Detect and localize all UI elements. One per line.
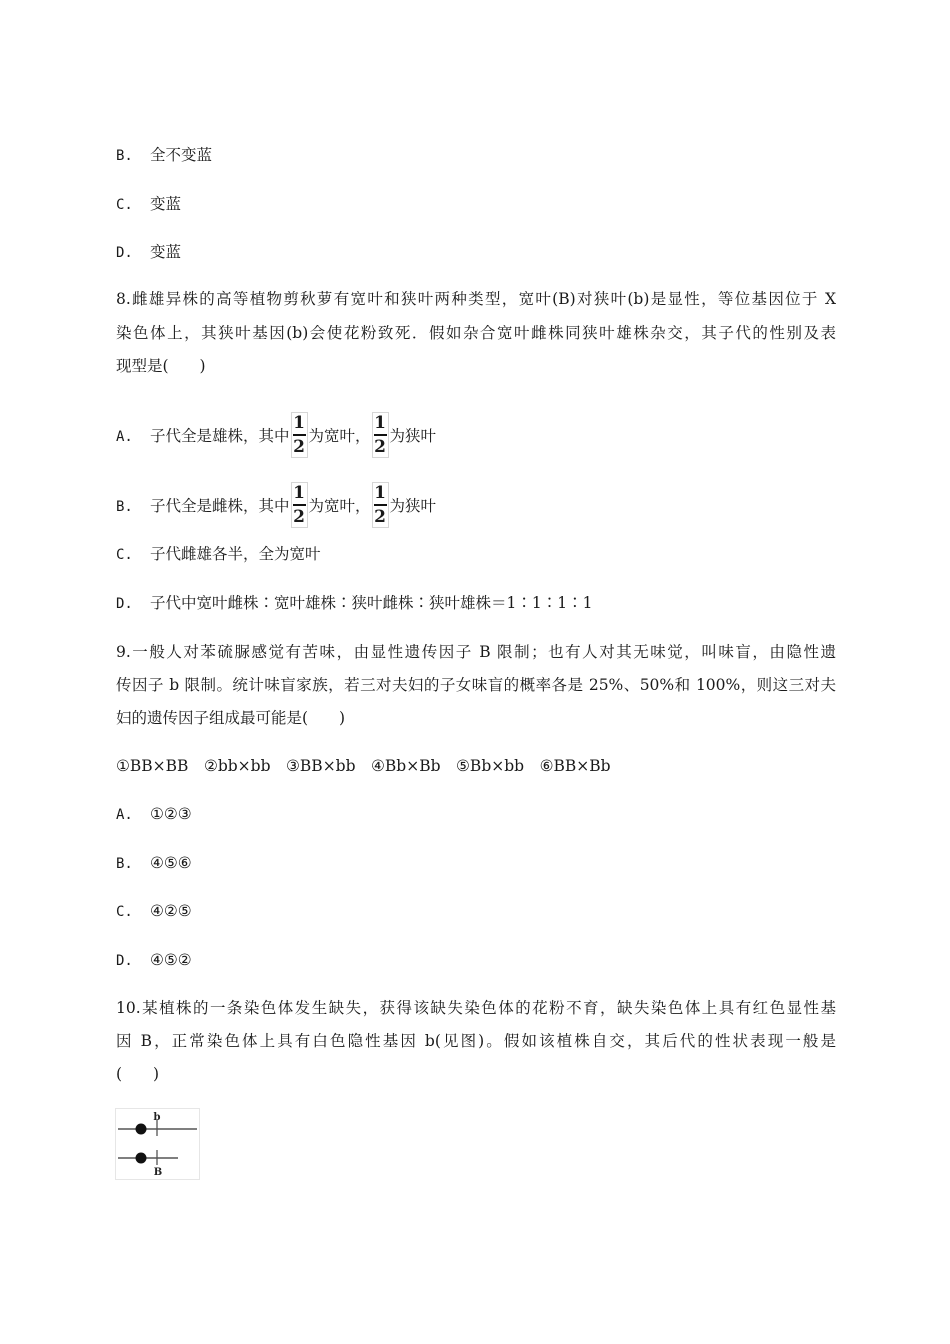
q9-stem-line-2: 传因子 b 限制。统计味盲家族，若三对夫妇的子女味盲的概率各是 25%、50%和 100%，则这三对夫 xyxy=(116,676,836,694)
option-text: ①②③ xyxy=(150,805,192,823)
q8-stem-line-3: 现型是( ) xyxy=(116,357,206,375)
fraction-one-half: $\frac{1}{2}$ xyxy=(291,412,308,458)
q9-stem-line-3: 妇的遗传因子组成最可能是( ) xyxy=(116,709,346,727)
option-letter: C. xyxy=(116,904,133,920)
q7-option-c xyxy=(116,193,836,216)
q9-option-b xyxy=(116,852,836,875)
option-text: ④⑤⑥ xyxy=(150,854,192,872)
fraction-one-half: $\frac{1}{2}$ xyxy=(291,482,308,528)
option-letter: D. xyxy=(116,953,133,969)
option-text-post: 为狭叶 xyxy=(389,427,437,445)
q9-stem-line-1: 9.一般人对苯硫脲感觉有苦味，由显性遗传因子 B 限制；也有人对其无味觉，叫味盲，由隐性遗 xyxy=(116,643,836,661)
option-text-mid: 为宽叶， xyxy=(308,497,371,515)
label-gene-b: b xyxy=(153,1112,161,1123)
q9-option-a xyxy=(116,803,836,826)
option-text-mid: 为宽叶， xyxy=(308,427,371,445)
option-letter: A. xyxy=(116,429,133,445)
option-letter: D. xyxy=(116,245,133,261)
option-text-pre: 子代全是雄株，其中 xyxy=(150,427,290,445)
q8-option-b xyxy=(116,484,836,530)
q9-option-c xyxy=(116,900,836,923)
option-text: 子代中宽叶雌株∶宽叶雄株∶狭叶雌株∶狭叶雄株＝1∶1∶1∶1 xyxy=(150,594,593,612)
option-text-post: 为狭叶 xyxy=(389,497,437,515)
q9-option-d xyxy=(116,949,836,972)
option-letter: B. xyxy=(116,499,133,515)
option-letter: B. xyxy=(116,856,133,872)
q8-stem-line-2: 染色体上，其狭叶基因(b)会使花粉致死．假如杂合宽叶雌株同狭叶雄株杂交，其子代的性别及表 xyxy=(116,324,836,342)
option-text: ④②⑤ xyxy=(150,902,192,920)
fraction-one-half: $\frac{1}{2}$ xyxy=(372,482,389,528)
option-letter: A. xyxy=(116,807,133,823)
option-text: 变蓝 xyxy=(150,195,182,213)
chromosome-figure xyxy=(115,1108,200,1180)
option-text: ④⑤② xyxy=(150,951,192,969)
option-letter: B. xyxy=(116,148,133,164)
option-text-pre: 子代全是雌株，其中 xyxy=(150,497,290,515)
fraction-one-half: $\frac{1}{2}$ xyxy=(372,412,389,458)
option-text: 全不变蓝 xyxy=(150,146,213,164)
option-letter: C. xyxy=(116,197,133,213)
q9-choices: ①BB×BB ②bb×bb ③BB×bb ④Bb×Bb ⑤Bb×bb ⑥BB×Bb xyxy=(116,757,611,775)
q8-option-c xyxy=(116,543,836,566)
q8-stem-line-1: 8.雌雄异株的高等植物剪秋萝有宽叶和狭叶两种类型，宽叶(B)对狭叶(b)是显性，等位基因位于 X xyxy=(116,290,836,308)
q8-option-d xyxy=(116,592,836,615)
label-gene-B: B xyxy=(153,1167,163,1178)
q7-option-d xyxy=(116,241,836,264)
centromere-top xyxy=(136,1124,147,1135)
q10-stem-line-2: 因 B，正常染色体上具有白色隐性基因 b(见图)。假如该植株自交，其后代的性状表现一般是 xyxy=(116,1032,836,1050)
q8-option-a xyxy=(116,414,836,460)
option-letter: D. xyxy=(116,596,133,612)
chromosome-diagram xyxy=(116,1109,199,1179)
option-text: 变蓝 xyxy=(150,243,182,261)
centromere-bottom xyxy=(136,1153,147,1164)
q7-option-b xyxy=(116,144,836,167)
option-letter: C. xyxy=(116,547,133,563)
q10-stem-line-3: ( ) xyxy=(116,1065,160,1083)
option-text: 子代雌雄各半，全为宽叶 xyxy=(150,545,321,563)
q10-stem-line-1: 10.某植株的一条染色体发生缺失，获得该缺失染色体的花粉不育，缺失染色体上具有红色显性基 xyxy=(116,999,836,1017)
